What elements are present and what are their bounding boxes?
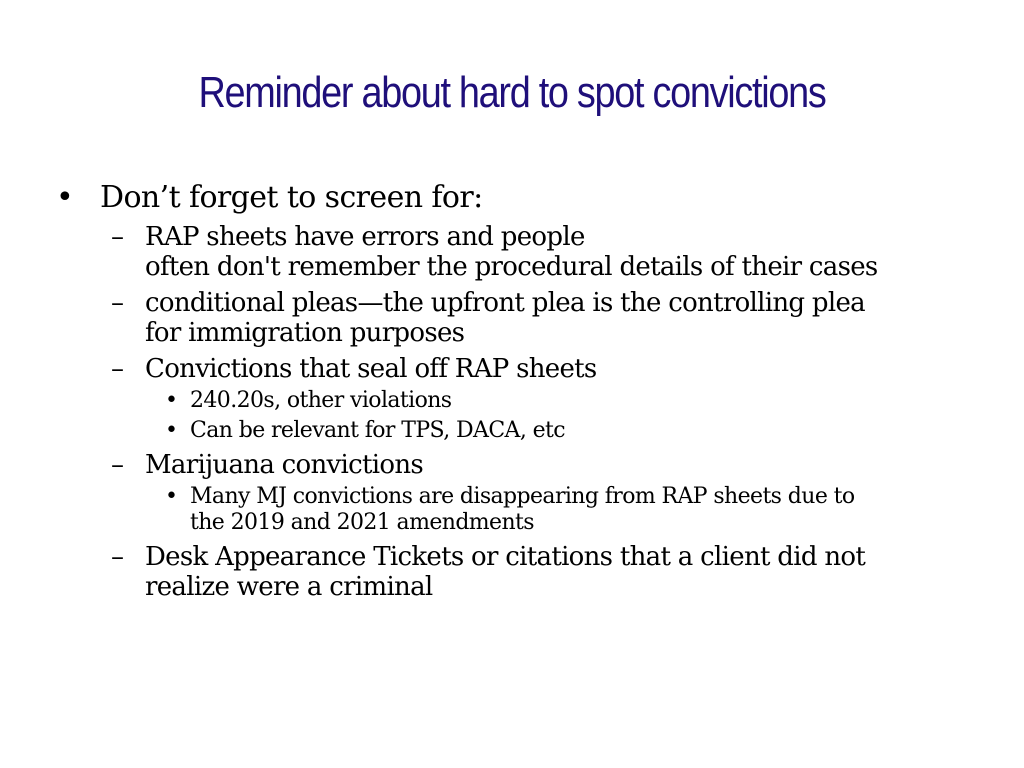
sub-bullet-item xyxy=(111,354,986,384)
bullet-text: Don’t forget to screen for: xyxy=(100,180,483,215)
dash-icon: – xyxy=(111,222,124,252)
sub-bullet-text: Marijuana convictions xyxy=(145,450,424,480)
dash-icon: – xyxy=(111,288,124,318)
sub-sub-bullet-item xyxy=(165,388,986,414)
sub-sub-bullet-text: 240.20s, other violations xyxy=(190,388,452,413)
bullet-icon: • xyxy=(56,180,74,215)
sub-sub-bullet-item xyxy=(165,418,986,444)
sub-sub-bullet-text: Can be relevant for TPS, DACA, etc xyxy=(190,418,566,443)
sub-bullet-item xyxy=(111,222,986,282)
bullet-item xyxy=(56,180,986,216)
sub-bullet-text: Desk Appearance Tickets or citations that a client did not realize were a criminal xyxy=(145,542,866,602)
bullet-icon: • xyxy=(165,484,178,509)
slide-body xyxy=(56,180,986,602)
sub-sub-bullet-item xyxy=(165,484,986,536)
sub-bullet-text: conditional pleas—the upfront plea is the controlling plea for immigration purposes xyxy=(145,288,865,348)
sub-bullet-item xyxy=(111,450,986,480)
sub-bullet-item xyxy=(111,288,986,348)
dash-icon: – xyxy=(111,450,124,480)
sub-bullet-item xyxy=(111,542,986,602)
sub-bullet-text: Convictions that seal off RAP sheets xyxy=(145,354,597,384)
sub-bullet-text: RAP sheets have errors and people often don't remember the procedural details of their cases xyxy=(145,222,878,282)
dash-icon: – xyxy=(111,354,124,384)
sub-sub-bullet-text: Many MJ convictions are disappearing from RAP sheets due to the 2019 and 2021 amendments xyxy=(190,484,855,535)
bullet-icon: • xyxy=(165,418,178,443)
dash-icon: – xyxy=(111,542,124,572)
bullet-icon: • xyxy=(165,388,178,413)
slide-title: Reminder about hard to spot convictions xyxy=(198,68,826,117)
